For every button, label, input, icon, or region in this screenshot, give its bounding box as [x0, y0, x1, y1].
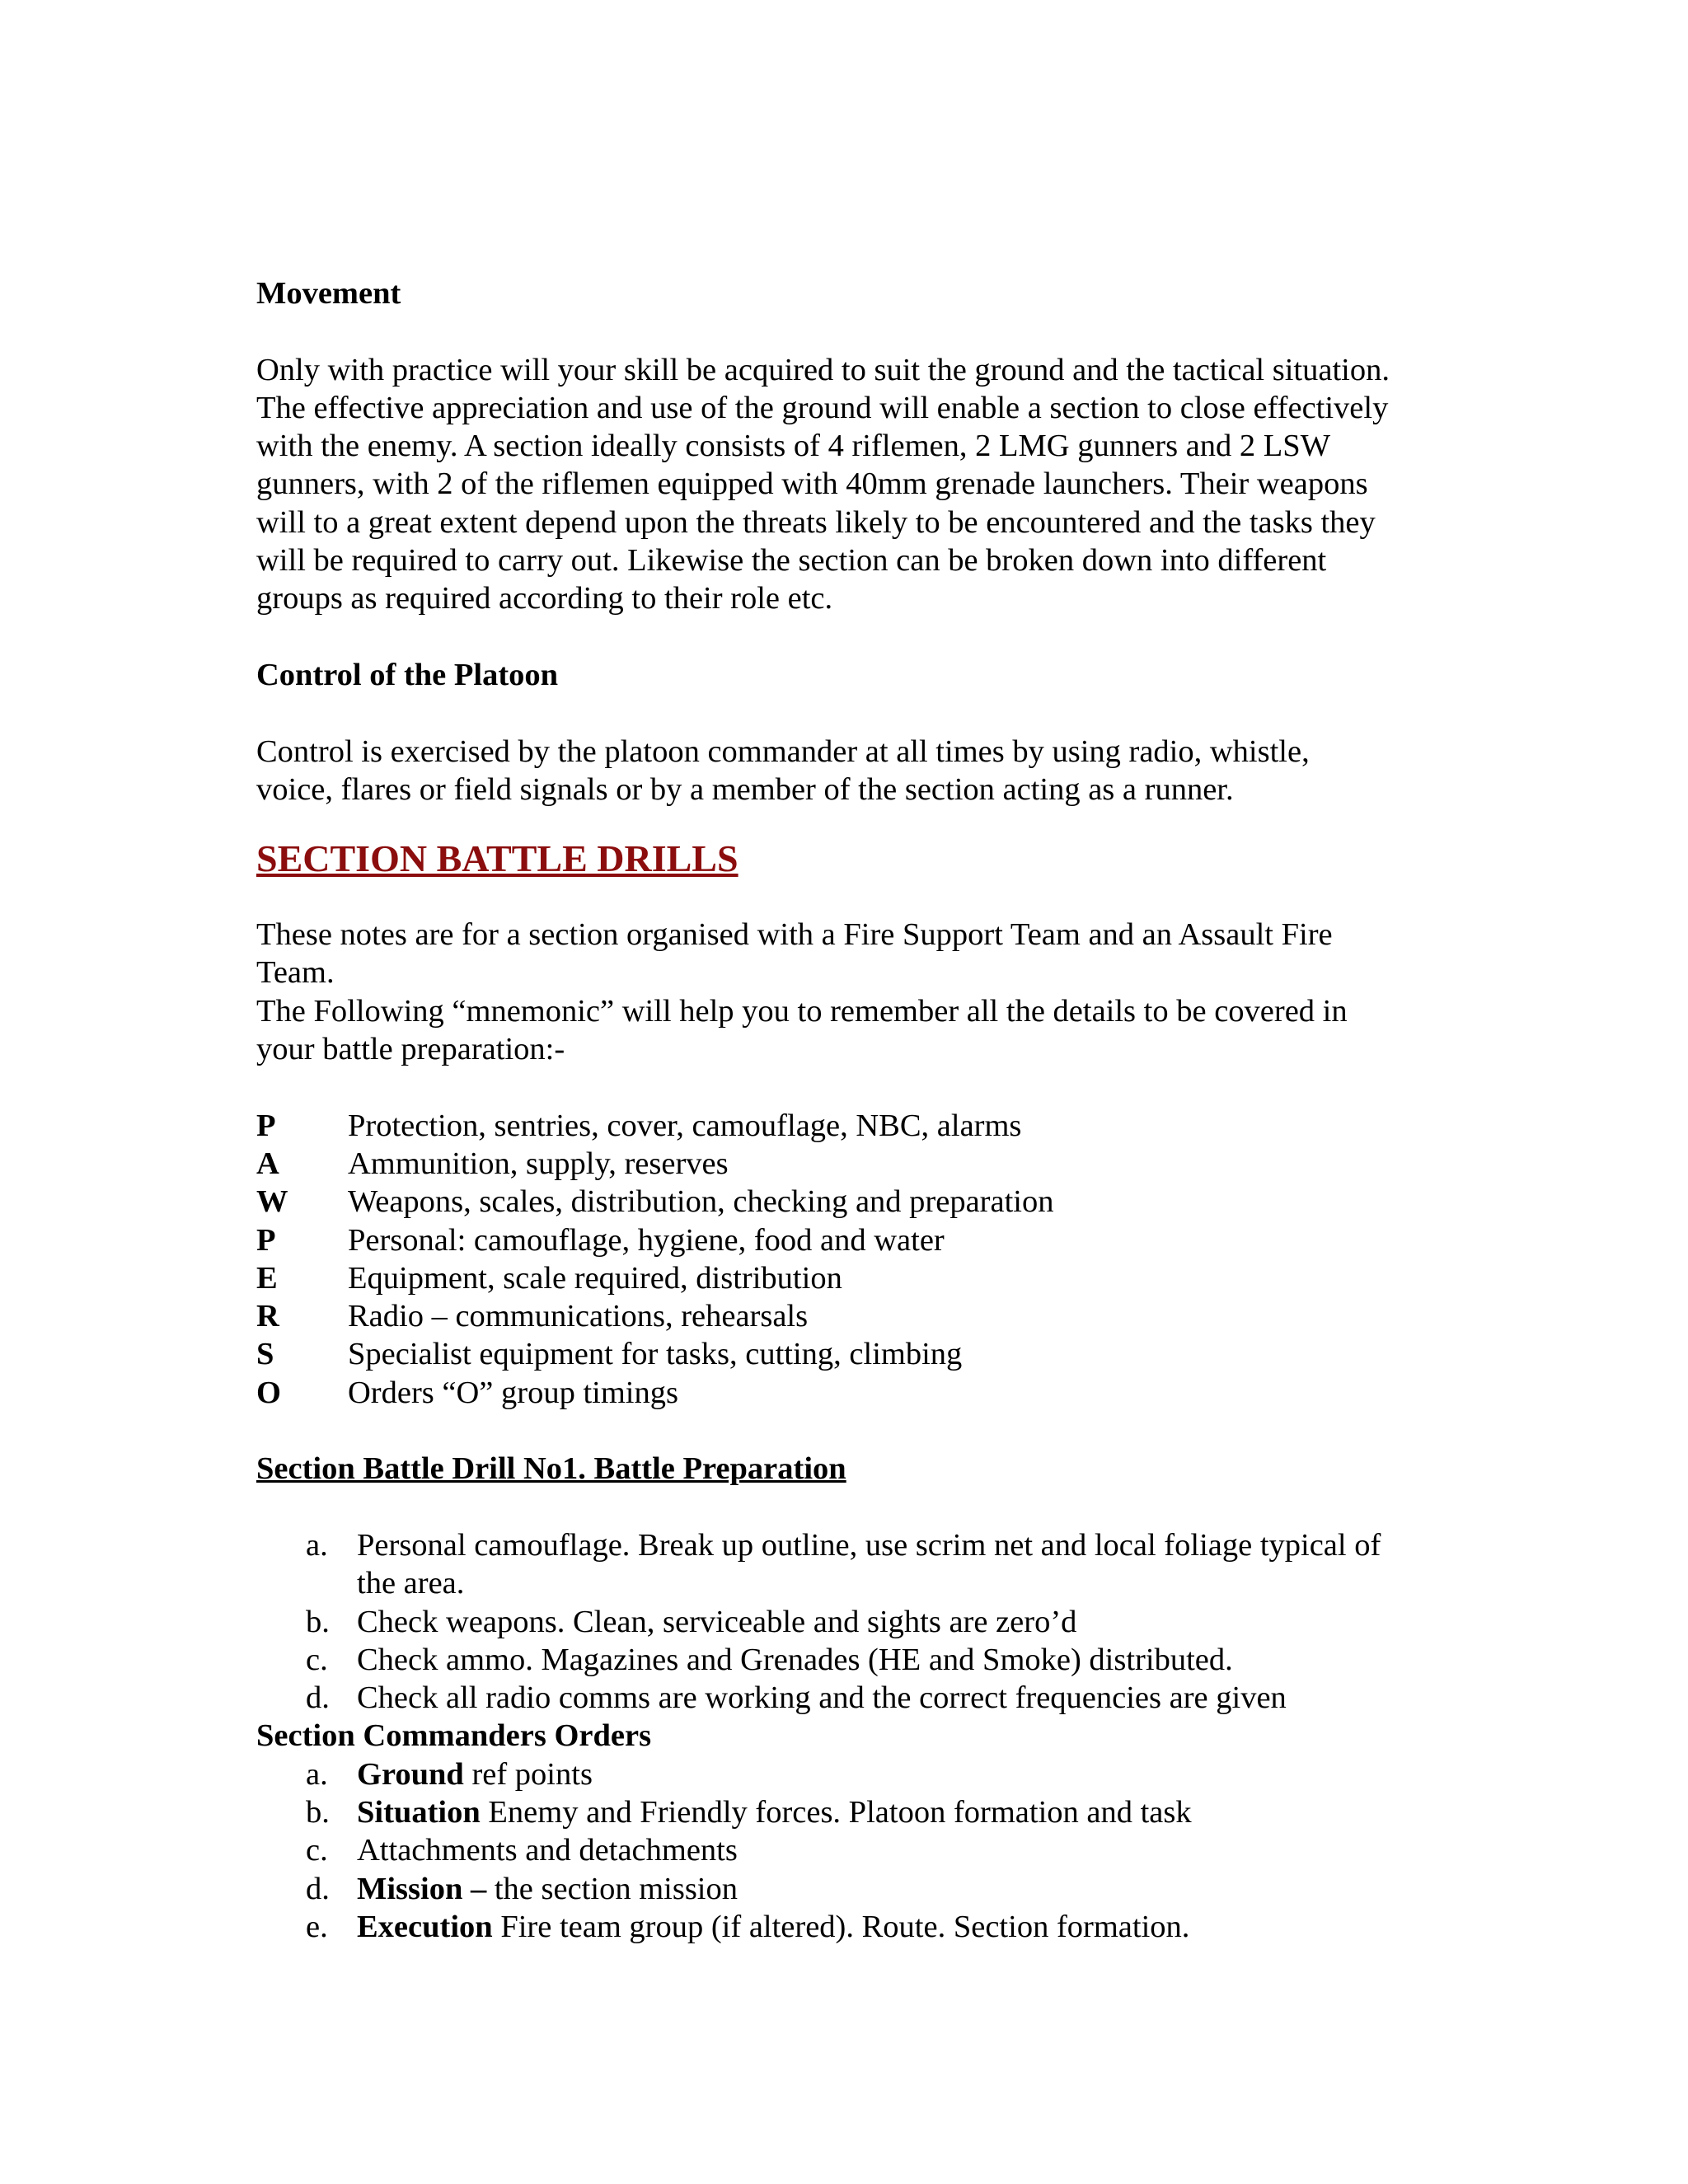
order-keyword: Execution [357, 1909, 493, 1944]
mnemonic-text: Specialist equipment for tasks, cutting, climbing [348, 1337, 963, 1372]
mnemonic-letter: P [256, 1222, 276, 1258]
list-item [256, 1603, 1451, 1641]
list-item [256, 1679, 1451, 1717]
movement-line: Only with practice will your skill be acquired to suit the ground and the tactical situation. [256, 352, 1390, 387]
control-paragraph [256, 733, 1451, 809]
list-item [256, 1908, 1451, 1946]
list-item-text: Enemy and Friendly forces. Platoon formation and task [480, 1794, 1192, 1830]
list-marker: a. [306, 1756, 328, 1792]
intro-line: Team. [256, 955, 335, 991]
control-line: Control is exercised by the platoon commander at all times by using radio, whistle, [256, 733, 1310, 769]
mnemonic-letter: R [256, 1299, 279, 1334]
order-keyword: Ground [357, 1756, 464, 1792]
mnemonic-text: Personal: camouflage, hygiene, food and water [348, 1222, 945, 1258]
list-marker: b. [306, 1794, 330, 1830]
movement-line: with the enemy. A section ideally consists of 4 riflemen, 2 LMG gunners and 2 LSW [256, 429, 1331, 464]
mnemonic-text: Ammunition, supply, reserves [348, 1146, 729, 1181]
intro-line: The Following “mnemonic” will help you to remember all the details to be covered in [256, 993, 1348, 1029]
list-item-text: Check ammo. Magazines and Grenades (HE and Smoke) distributed. [357, 1642, 1233, 1677]
mnemonic-letter: O [256, 1375, 281, 1410]
battle-drills-intro [256, 916, 1451, 1068]
section-battle-drills-title: SECTION BATTLE DRILLS [256, 837, 738, 880]
mnemonic-text: Protection, sentries, cover, camouflage, NBC, alarms [348, 1108, 1022, 1143]
drill-no1-list [256, 1526, 1451, 1717]
list-marker: c. [306, 1833, 328, 1868]
mnemonic-table [256, 1107, 1053, 1412]
mnemonic-row [256, 1183, 1053, 1221]
list-item [256, 1526, 1451, 1603]
list-marker: d. [306, 1871, 330, 1906]
list-item [256, 1793, 1451, 1831]
orders-list [256, 1755, 1451, 1946]
control-line: voice, flares or field signals or by a member of the section acting as a runner. [256, 771, 1234, 807]
list-item-text: Attachments and detachments [357, 1833, 738, 1868]
document-body [256, 274, 1451, 1946]
list-item [256, 1755, 1451, 1793]
drill-no1-heading: Section Battle Drill No1. Battle Preparation [256, 1451, 846, 1487]
list-item-text: Personal camouflage. Break up outline, use scrim net and local foliage typical of [357, 1527, 1381, 1563]
movement-paragraph [256, 351, 1451, 618]
list-item-text: the section mission [486, 1871, 738, 1906]
list-marker: a. [306, 1527, 328, 1563]
list-item-text: Fire team group (if altered). Route. Section formation. [492, 1909, 1190, 1944]
mnemonic-row [256, 1145, 1053, 1183]
list-item-text: the area. [357, 1566, 465, 1601]
list-item [256, 1831, 1451, 1869]
mnemonic-row [256, 1335, 1053, 1373]
mnemonic-letter: E [256, 1260, 278, 1296]
orders-heading: Section Commanders Orders [256, 1718, 652, 1754]
list-item-text: Check all radio comms are working and the correct frequencies are given [357, 1680, 1287, 1716]
list-marker: d. [306, 1680, 330, 1716]
intro-line: These notes are for a section organised with a Fire Support Team and an Assault Fire [256, 917, 1333, 953]
movement-line: will to a great extent depend upon the threats likely to be encountered and the tasks they [256, 504, 1376, 540]
mnemonic-letter: W [256, 1184, 288, 1220]
list-item-text: Check weapons. Clean, serviceable and sights are zero’d [357, 1604, 1077, 1639]
movement-heading: Movement [256, 276, 401, 311]
mnemonic-text: Weapons, scales, distribution, checking and preparation [348, 1184, 1054, 1220]
movement-line: groups as required according to their role etc. [256, 581, 833, 616]
mnemonic-row [256, 1107, 1053, 1145]
control-heading: Control of the Platoon [256, 657, 559, 692]
list-item [256, 1641, 1451, 1679]
mnemonic-row [256, 1297, 1053, 1335]
order-keyword: Situation [357, 1794, 481, 1830]
mnemonic-letter: P [256, 1108, 276, 1143]
order-keyword: Mission – [357, 1871, 487, 1906]
mnemonic-letter: A [256, 1146, 279, 1181]
mnemonic-text: Radio – communications, rehearsals [348, 1299, 809, 1334]
mnemonic-row [256, 1259, 1053, 1297]
intro-line: your battle preparation:- [256, 1032, 565, 1067]
list-item-text: ref points [463, 1756, 593, 1792]
list-item [256, 1870, 1451, 1908]
mnemonic-text: Equipment, scale required, distribution [348, 1260, 842, 1296]
mnemonic-row [256, 1374, 1053, 1412]
list-marker: c. [306, 1642, 328, 1677]
movement-line: The effective appreciation and use of the ground will enable a section to close effectively [256, 390, 1389, 425]
mnemonic-letter: S [256, 1337, 274, 1372]
movement-line: gunners, with 2 of the riflemen equipped with 40mm grenade launchers. Their weapons [256, 466, 1368, 502]
list-marker: b. [306, 1604, 330, 1639]
movement-line: will be required to carry out. Likewise the section can be broken down into different [256, 543, 1327, 579]
mnemonic-text: Orders “O” group timings [348, 1375, 678, 1410]
mnemonic-row [256, 1221, 1053, 1259]
list-marker: e. [306, 1909, 328, 1944]
